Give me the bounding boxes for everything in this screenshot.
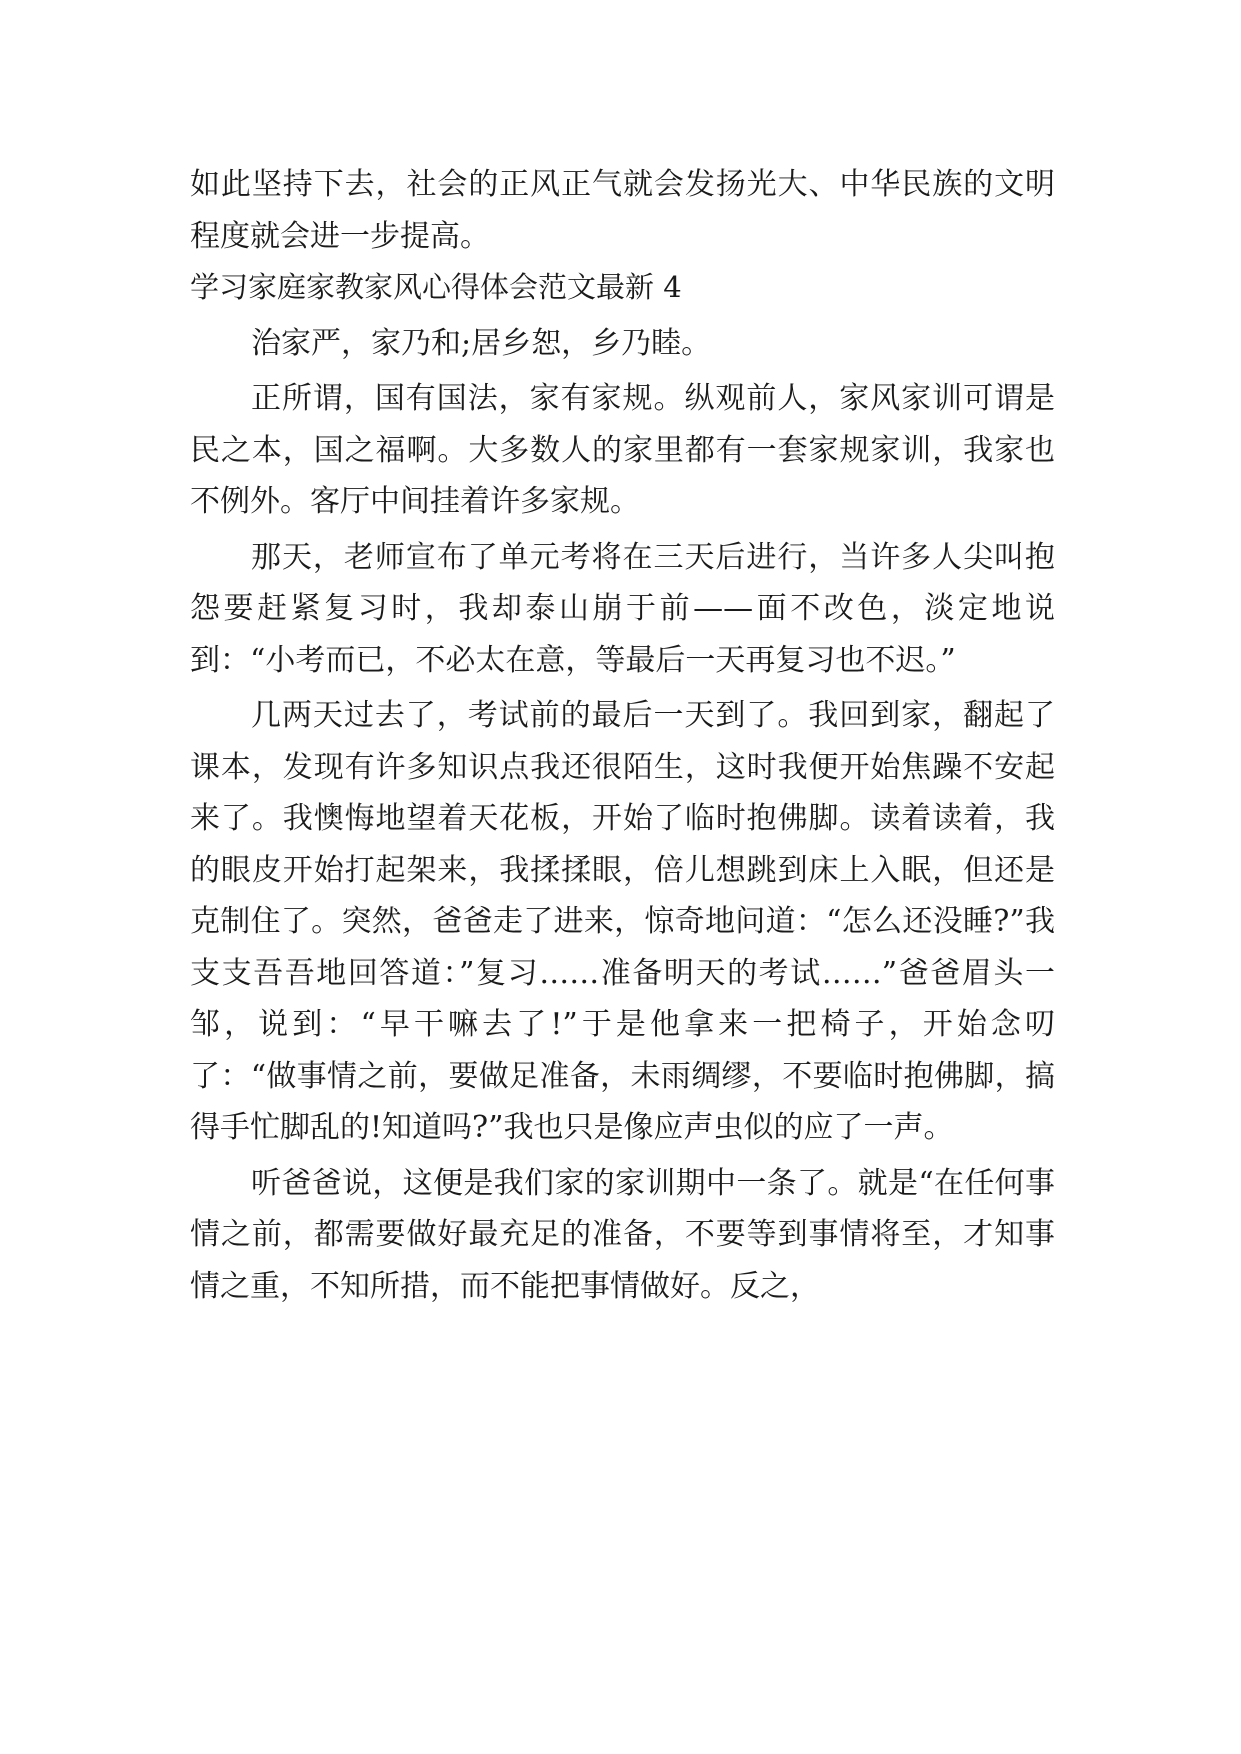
paragraph: 听爸爸说，这便是我们家的家训期中一条了。就是“在任何事情之前，都需要做好最充足的准备，不要等到事情将至，才知事情之重，不知所措，而不能把事情做好。反之， [190,1165,1055,1304]
paragraph: 治家严，家乃和;居乡恕，乡乃睦。 [251,325,712,361]
paragraph-continuation: 如此坚持下去，社会的正风正气就会发扬光大、中华民族的文明程度就会进一步提高。 [190,167,1055,254]
paragraph: 几两天过去了，考试前的最后一天到了。我回到家，翻起了课本，发现有许多知识点我还很陌生，这时我便开始焦躁不安起来了。我懊悔地望着天花板，开始了临时抱佛脚。读着读着，我的眼皮开始打起架来，我揉揉眼，倍儿想跳到床上入眠，但还是克制住了。突然，爸爸走了进来，惊奇地问道：“怎么还没睡?”我支支吾吾地回答道：”复习……准备明天的考试……”爸爸眉头一邹，说到：“早干嘛去了!”于是他拿来一把椅子，开始念叨了：“做事情之前，要做足准备，未雨绸缪，不要临时抱佛脚，搞得手忙脚乱的!知道吗?”我也只是像应声虫似的应了一声。 [190,698,1055,1145]
section-heading: 学习家庭家教家风心得体会范文最新 4 [190,270,682,304]
document-body [190,159,1055,1312]
paragraph: 那天，老师宣布了单元考将在三天后进行，当许多人尖叫抱怨要赶紧复习时，我却泰山崩于前——面不改色，淡定地说到：“小考而已，不必太在意，等最后一天再复习也不迟。” [190,539,1055,678]
paragraph: 正所谓，国有国法，家有家规。纵观前人，家风家训可谓是民之本，国之福啊。大多数人的家里都有一套家规家训，我家也不例外。客厅中间挂着许多家规。 [190,381,1055,519]
